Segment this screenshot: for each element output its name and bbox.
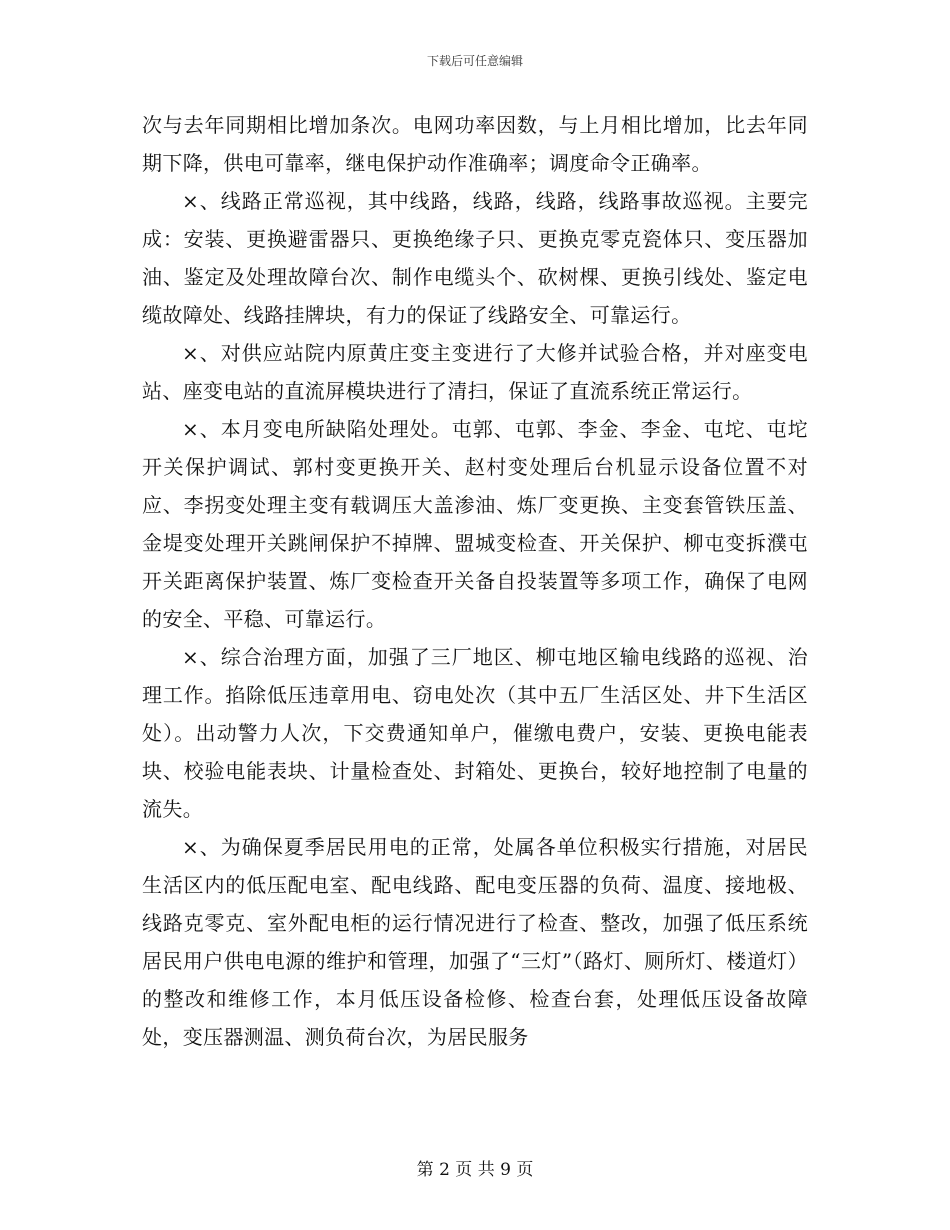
paragraph-summer-residential-power: ×、为确保夏季居民用电的正常，处属各单位积极实行措施，对居民生活区内的低压配电室、配电线路、配电变压器的负荷、温度、接地极、线路克零克、室外配电柜的运行情况进行了检查、整改，加强了低压系统居民用户供电电源的维护和管理，加强了“三灯”（路灯、厕所灯、楼道灯）的整改和维修工作，本月低压设备检修、检查台套，处理低压设备故障处，变压器测温、测负荷台次，为居民服务 [142, 835, 808, 1049]
page-header-note: 下载后可任意编辑 [426, 54, 523, 68]
paragraph-defect-handling: ×、本月变电所缺陷处理处。屯郭、屯郭、李金、李金、屯坨、屯坨开关保护调试、郭村变更换开关、赵村变处理后台机显示设备位置不对应、李拐变处理主变有载调压大盖渗油、炼厂变更换、主变套管铁压盖、金堤变处理开关跳闸保护不掉牌、盟城变检查、开关保护、柳屯变拆濮屯开关距离保护装置、炼厂变检查开关备自投装置等多项工作，确保了电网的安全、平稳、可靠运行。 [142, 417, 808, 631]
paragraph-comprehensive-governance: ×、综合治理方面，加强了三厂地区、柳屯地区输电线路的巡视、治理工作。掐除低压违章用电、窃电处次（其中五厂生活区处、井下生活区处）。出动警力人次，下交费通知单户，催缴电费户，安装、更换电能表块、校验电能表块、计量检查处、封箱处、更换台，较好地控制了电量的流失。 [142, 645, 808, 821]
page-number-footer: 第 2 页 共 9 页 [416, 1160, 534, 1180]
document-body [142, 106, 808, 1056]
paragraph-substation-overhaul: ×、对供应站院内原黄庄变主变进行了大修并试验合格，并对座变电站、座变电站的直流屏模块进行了清扫，保证了直流系统正常运行。 [142, 341, 808, 403]
paragraph-continuation: 次与去年同期相比增加条次。电网功率因数，与上月相比增加，比去年同期下降，供电可靠率，继电保护动作准确率；调度命令正确率。 [142, 113, 808, 175]
paragraph-line-patrol: ×、线路正常巡视，其中线路，线路，线路，线路事故巡视。主要完成：安装、更换避雷器只、更换绝缘子只、更换克零克瓷体只、变压器加油、鉴定及处理故障台次、制作电缆头个、砍树棵、更换引线处、鉴定电缆故障处、线路挂牌块，有力的保证了线路安全、可靠运行。 [142, 189, 808, 327]
